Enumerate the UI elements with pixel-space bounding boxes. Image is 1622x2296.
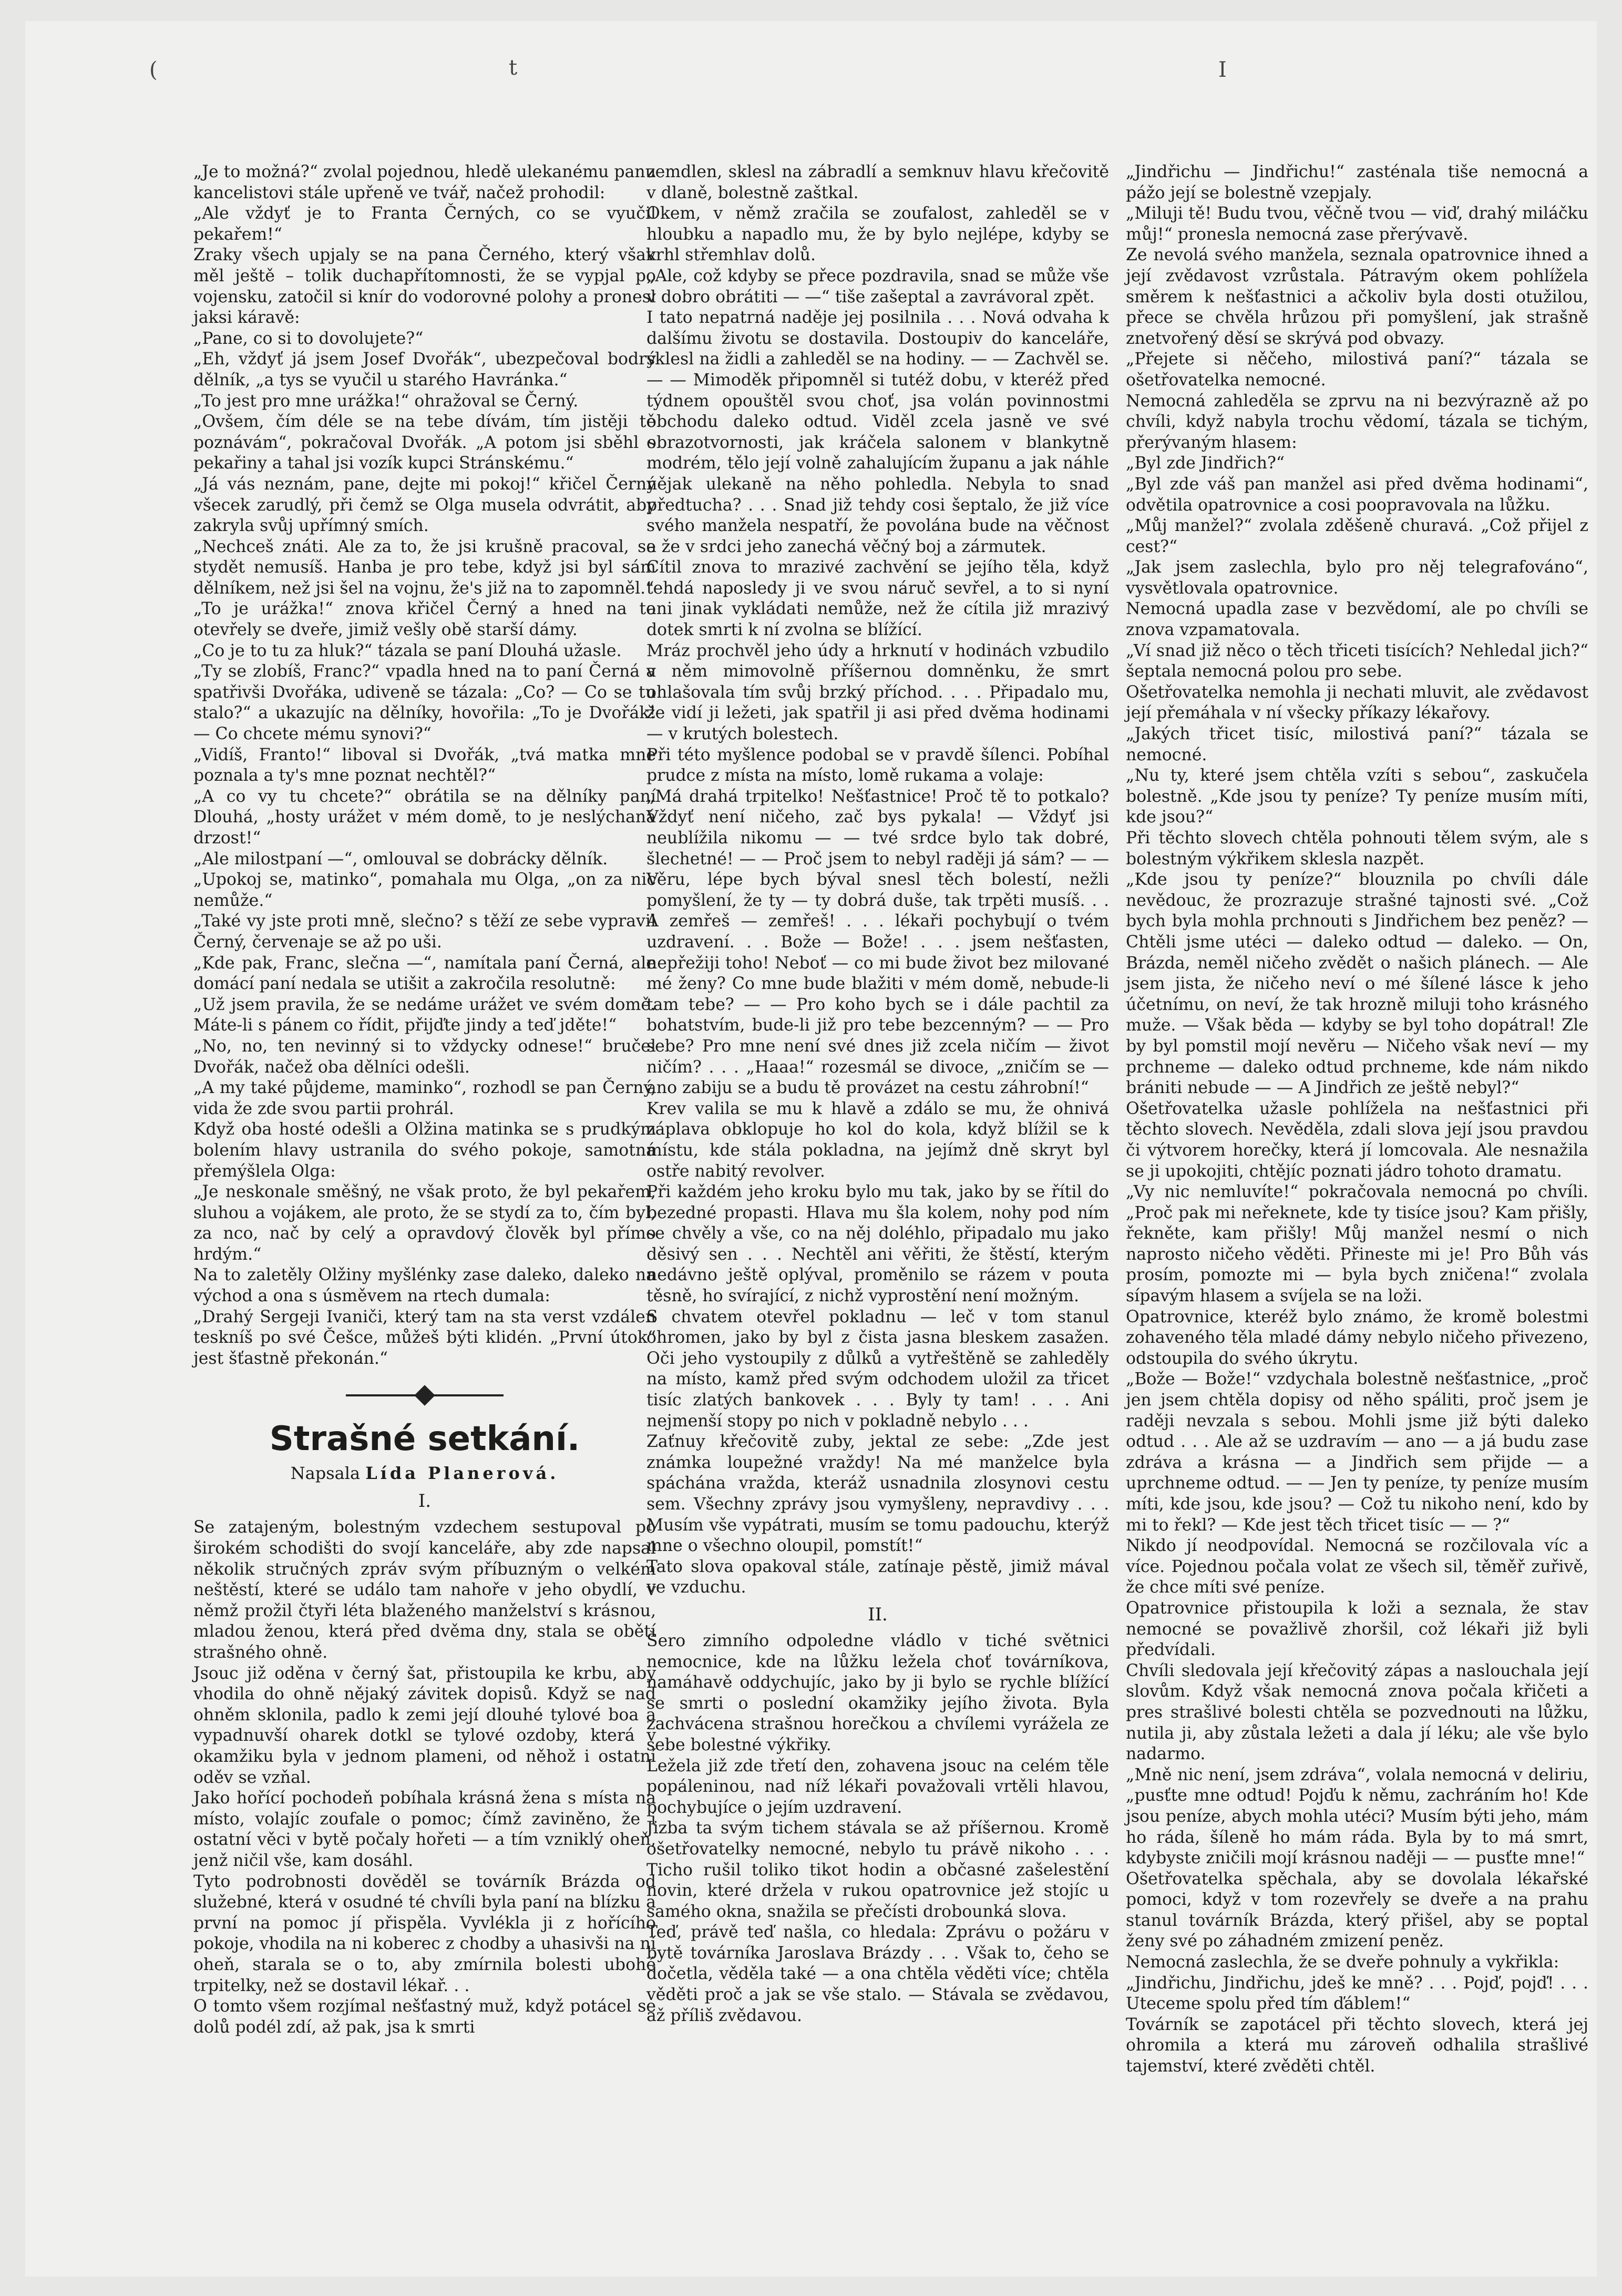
paragraph: „Drahý Sergeji Ivaniči, který tam na sta verst vzdálen teskníš po své Češce, můžeš býti klidén. „První útok“ jest šťastně překonán.“ — [193, 1307, 656, 1368]
paragraph: Nemocná zahleděla se zprvu na ni bezvýrazně až po chvíli, když nabyla trochu vědomí, tázala se tichým, přerývaným hlasem: — [1126, 391, 1588, 452]
paragraph: „Ale, což kdyby se přece pozdravila, snad se může vše v dobro obrátiti — —“ tiše zašeptal a zavrávoral zpět. — [646, 266, 1109, 307]
paragraph: „Upokoj se, matinko“, pomahala mu Olga, „on za nic nemůže.“ — [193, 870, 656, 910]
paragraph: „To jest pro mne urážka!“ ohražoval se Černý. — [193, 391, 579, 411]
paragraph: Nemocná upadla zase v bezvědomí, ale po chvíli se znova vzpamatovala. — [1126, 599, 1588, 640]
story-byline — [193, 1462, 656, 1485]
paragraph: „Je neskonale směšný, ne však proto, že byl pekařem, sluhou a vojákem, ale proto, že se stydí za to, čím byl, za nco, nač by celý a opravdový člověk byl přímo hrdým.“ — [193, 1182, 656, 1264]
paragraph: „Vidíš, Franto!“ liboval si Dvořák, „tvá matka mne poznala a ty's mne poznat nechtěl?“ — [193, 745, 656, 785]
paragraph: „Kde pak, Franc, slečna —“, namítala paní Černá, ale domácí paní nedala se utišit a zakročila resolutně: — [193, 953, 656, 994]
paragraph: „Má drahá trpitelko! Nešťastnice! Proč tě to potkalo? Vždyť není ničeho, zač bys pykala! — Vždyť jsi neublížila nikomu — — tvé srdce bylo tak dobré, šlechetné! — — Proč jsem to nebyl raději já sám? — — Věru, lépe bych býval snesl těch bolestí, nežli pomyšlení, že ty — ty dobrá duše, tak trpěti musíš. . . A zemřeš — zemřeš! . . . lékaři pochybují o tvém uzdravení. . . Bože — Bože! . . . jsem nešťasten, nepřežiji toho! Neboť — co mi bude život bez milované mé ženy? Co mne bude blažiti v mém domě, nebude-li tam tebe? — — Pro koho bych se i dále pachtil za bohatstvím, bude-li již pro tebe bezcenným? — — Pro sebe? Pro mne není své dnes již zcela ničím — život ničím? . . . „Haaa!“ rozesmál se divoce, „zničím se — ano zabiju se a budu tě provázet na cestu záhrobní!“ — [646, 787, 1109, 1098]
paragraph: Jsouc již oděna v černý šat, přistoupila ke krbu, aby vhodila do ohně nějaký závitek dopisů. Když se nad ohněm sklonila, padlo k zemi její dlouhé tylové boa a vypadnuvší oharek dotkl se tylové ozdoby, která v okamžiku byla v jednom plameni, od něhož i ostatní oděv se vzňal. — [193, 1664, 656, 1787]
paragraph: Nikdo jí neodpovídal. Nemocná se rozčilovala víc a více. Pojednou počala volat ze všech sil, těměř zuřivě, že chce míti své peníze. — [1126, 1536, 1588, 1597]
paragraph: Tato slova opakoval stále, zatínaje pěstě, jimiž mával ve vzduchu. — [646, 1557, 1109, 1597]
paragraph: „Kde jsou ty peníze?“ blouznila po chvíli dále nevědouc, že prozrazuje strašné tajnosti své. „Což bych byla mohla prchnouti s Jindřichem bez peněz? — Chtěli jsme utéci — daleko odtud — daleko. — On, Brázda, neměl ničeho zvědět o našich plánech. — Ale jsem jista, že ničeho neví o mé šílené lásce k jeho účetnímu, on neví, že tak hrozně miluji toho krásného muže. — Však běda — kdyby se byl toho dopátral! Zle by byl pomstil mojí nevěru — Ničeho však neví — my prchneme — daleko odtud prchneme, kde nám nikdo brániti nebude — — A Jindřich ze ještě nebyl?“ — [1126, 870, 1588, 1098]
paragraph: „Ale vždyť je to Franta Černých, co se vyučil pekařem!“ — [193, 204, 656, 244]
paragraph: „Jindřichu — Jindřichu!“ zasténala tiše nemocná a pážo její se bolestně vzepjaly. — [1126, 162, 1588, 202]
paragraph: „Ale milostpaní —“, omlouval se dobrácky dělník. — [193, 849, 608, 869]
paragraph: „Vy nic nemluvíte!“ pokračovala nemocná po chvíli. „Proč pak mi neřeknete, kde ty tisíce jsou? Kam přišly, řekněte, kam přišly! Můj manžel nesmí o nich naprosto ničeho věděti. Přineste mi je! Pro Bůh vás prosím, pomozte mi — byla bych zničena!“ zvolala sípavým hlasem a svíjela se na loži. — [1126, 1182, 1588, 1306]
paragraph: O tomto všem rozjímal nešťastný muž, když potácel se dolů podél zdí, až pak, jsa k smrti — [193, 1997, 656, 2037]
paragraph: zemdlen, sklesl na zábradlí a semknuv hlavu křečovitě v dlaně, bolestně zaštkal. — [646, 162, 1109, 202]
paragraph: „To je urážka!“ znova křičel Černý a hned na to otevřely se dveře, jimiž vešly obě starší dámy. — [193, 599, 656, 640]
paragraph: „Jindřichu, Jindřichu, jdeš ke mně? . . . Pojď, pojď! . . . Uteceme spolu před tím ďáblem!“ — [1126, 1973, 1588, 2014]
paragraph: „Bože — Bože!“ vzdychala bolestně nešťastnice, „proč jen jsem chtěla dopisy od něho spáliti, proč jsem je raději nevzala s sebou. Mohli jsme již býti daleko odtud . . . Ale až se uzdravím — ano — a já budu zase zdráva a krásna — a Jindřich sem přijde — a uprchneme odtud. — — Jen ty peníze, ty peníze musím míti, kde jsou, kde jsou? — Což tu nikoho není, kdo by mi to řekl? — Kde jest těch třicet tisíc — — ?“ — [1126, 1370, 1588, 1535]
page-mark-right: I — [1218, 58, 1227, 82]
chapter-2-continuation — [1126, 162, 1588, 2077]
paragraph: „Už jsem pravila, že se nedáme urážet ve svém domě. Máte-li s pánem co řídit, přijďte jindy a teď jděte!“ — [193, 995, 656, 1035]
paragraph: Okem, v němž zračila se zoufalost, zahleděl se v hloubku a napadlo mu, že by bylo nejlépe, kdyby se vrhl střemhlav dolů. — [646, 204, 1109, 265]
paragraph: Šero zimního odpoledne vládlo v tiché světnici nemocnice, kde na lůžku ležela choť továrníkova, namáhavě oddychujíc, jako by ji bylo se rychle blížící se smrti o poslední okamžiky jejího života. Byla zachvácena strašnou horečkou a chvílemi vyrážela ze sebe bolestné výkřiky. — [646, 1631, 1109, 1754]
page-mark-center: t — [509, 56, 518, 80]
paragraph: „No, no, ten nevinný si to vždycky odnese!“ bručel Dvořák, načež oba dělníci odešli. — [193, 1036, 656, 1077]
paragraph: „Mně nic není, jsem zdráva“, volala nemocná v deliriu, „pusťte mne odtud! Pojďu k němu, zachráním ho! Kde jsou peníze, abych mohla utéci? Musím býti jeho, mám ho ráda, šíleně ho mám ráda. Byla by to má smrt, kdybyste zničili mojí krásnou naději — — pusťte mne!“ — [1126, 1765, 1588, 1868]
paragraph: Zaťnuy křečovitě zuby, jektal ze sebe: „Zde jest známka loupežné vraždy! Na mé manželce byla spáchána vražda, kteráž usnadnila zlosynovi cestu sem. Všechny zprávy jsou vymyšleny, nepravdivy . . . Musím vše vypátrati, musím se tomu padouchu, kterýž mne o všechno oloupil, pomstít!“ — [646, 1432, 1109, 1556]
story-title: Strašné setkání. — [269, 1420, 580, 1459]
paragraph: I tato nepatrná naděje jej posilnila . . . Nová odvaha k dalšímu životu se dostavila. Dostoupiv do kanceláře, sklesl na židli a zahleděl se na hodiny. — — Zachvěl se. — — Mimoděk připomněl si tutéž dobu, v kteréž před týdnem opouštěl svou choť, jsa volán povinnostmi obchodu daleko odtud. Viděl zcela jasně ve své obrazotvornosti, jak kráčela salonem v blankytně modrém, tělo její volně zahalujícím županu a jak náhle nějak ulekaně na něho pohledla. Nebyla to snad předtucha? . . . Snad již tehdy cosi šeptalo, že již více svého manžela nespatří, že povolána bude na věčnost a že v srdci jeho zanechá věčný boj a zármutek. — [646, 308, 1109, 556]
paragraph: „Pane, co si to dovolujete?“ — [193, 329, 424, 348]
chapter-1-continuation — [646, 162, 1109, 1598]
story-divider-ornament — [193, 1369, 656, 1416]
paragraph: Ošetřovatelka spěchala, aby se dovolala lékařské pomoci, když v tom rozevřely se dveře a na prahu stanul továrník Brázda, který přišel, aby se poptal ženy své po záhadném zmizení peněz. — [1126, 1869, 1588, 1951]
paragraph: Zraky všech upjaly se na pana Černého, který však měl ještě – tolik duchapřítomnosti, že se vypjal po vojensku, zatočil si knír do vodorovné polohy a pronesl jaksi káravě: — [193, 246, 656, 328]
paragraph: Krev valila se mu k hlavě a zdálo se mu, že ohnivá záplava obklopuje ho kol do kola, když blížil se k místu, kde stála pokladna, na jejímž dně skryt byl ostře nabitý revolver. — [646, 1099, 1109, 1181]
paragraph: Chvíli sledovala její křečovitý zápas a naslouchala její slovům. Když však nemocná znova počala křičeti a pres strašlivé bolesti chtěla se pozvednouti na lůžku, nutila ji, aby zůstala ležeti a dala jí léku; ale vše bylo nadarmo. — [1126, 1661, 1588, 1764]
paragraph: „Jakých třicet tisíc, milostivá paní?“ tázala se nemocné. — [1126, 724, 1588, 764]
byline-author: Lída Planerová. — [365, 1463, 559, 1484]
story-chapter-2-text — [646, 1631, 1109, 2026]
paragraph: Při každém jeho kroku bylo mu tak, jako by se řítil do bezedné propasti. Hlava mu šla kolem, nohy pod ním se chvěly a vše, co na něj doléhlo, připadalo mu jako děsivý sen . . . Nechtěl ani věřiti, že štěstí, kterým nedávno ještě oplýval, proměnilo se rázem v pouta těsně, ho svírající, z nichž vyprostění není možným. — [646, 1182, 1109, 1306]
paragraph: Teď, právě teď našla, co hledala: Zprávu o požáru v bytě továrníka Jaroslava Brázdy . . . Však to, čeho se dočetla, věděla také — a ona chtěla věděti více; chtěla věděti proč a jak se vše stalo. — Stávala se zvědavou, až příliš zvědavou. — [646, 1923, 1109, 2025]
paragraph: Jizba ta svým tichem stávala se až příšernou. Kromě ošetřovatelky nemocné, nebylo tu právě nikoho . . . Ticho rušil toliko tikot hodin a občasné zašelestění novin, které držela v rukou opatrovnice jež stojíc u samého okna, snažila se přečísti drobounká slova. — [646, 1819, 1109, 1921]
story-chapter-1-text — [193, 1517, 656, 2038]
paragraph: Opatrovnice přistoupila k loži a seznala, že stav nemocné se považlivě zhoršil, což lékaři již byli předvídali. — [1126, 1598, 1588, 1660]
paragraph: „Eh, vždyť já jsem Josef Dvořák“, ubezpečoval bodrý dělník, „a tys se vyučil u starého Havránka.“ — [193, 350, 656, 390]
paragraph: „Nechceš znáti. Ale za to, že jsi krušně pracoval, se stydět nemusíš. Hanba je pro tebe, když jsi byl sám dělníkem, než jsi šel na vojnu, že's již na to zapomněl.“ — [193, 537, 656, 598]
paragraph: Ze nevolá svého manžela, seznala opatrovnice ihned a její zvědavost vzrůstala. Pátravým okem pohlížela směrem k nešťastnici a ačkoliv byla dosti otužilou, přece se chvěla hrůzou při pomyšlení, jak strašně znetvořený děsí se skrývá pod obvazy. — [1126, 246, 1588, 348]
paragraph: „Je to možná?“ zvolal pojednou, hledě ulekanému panu kancelistovi stále upřeně ve tvář, načež prohodil: — [193, 162, 656, 202]
paragraph: Když oba hosté odešli a Olžina matinka se s prudkým bolením hlavy ustranila do svého pokoje, samotná přemýšlela Olga: — [193, 1120, 656, 1181]
paragraph: „Nu ty, které jsem chtěla vzíti s sebou“, zaskučela bolestně. „Kde jsou ty peníze? Ty peníze musím míti, kde jsou?“ — [1126, 766, 1588, 827]
paragraph: „Také vy jste proti mně, slečno? s těží ze sebe vypravil Černý, červenaje se až po uši. — [193, 912, 656, 952]
chapter-heading-1: I. — [418, 1491, 432, 1512]
chapter-heading-2: II. — [868, 1604, 888, 1625]
paragraph: Se zatajeným, bolestným vzdechem sestupoval po širokém schodišti do svojí kanceláře, aby zde napsal několik stručných zpráv svým příbuzným o velkém neštěstí, které se událo tam nahoře v jeho obydlí, v němž prožil čtyři léta blaženého manželství s krásnou, mladou ženou, která před dvěma dny, stala se obětí strašného ohně. — [193, 1518, 656, 1662]
paragraph: Ležela již zde třetí den, zohavena jsouc na celém těle popáleninou, nad níž lékaři považovali vrtěli hlavou, pochybujíce o jejím uzdravení. — [646, 1756, 1109, 1817]
paragraph: „Byl zde váš pan manžel asi před dvěma hodinami“, odvětila opatrovnice a cosi poopravovala na lůžku. — [1126, 474, 1588, 515]
column-1 — [193, 162, 656, 2038]
paragraph: „Já vás neznám, pane, dejte mi pokoj!“ křičel Černý všecek zarudlý, při čemž se Olga musela odvrátit, aby zakryla svůj upřímný smích. — [193, 474, 656, 536]
paragraph: Opatrovnice, kteréž bylo známo, že kromě bolestmi zohaveného těla mladé dámy nebylo ničeho přivezeno, odstoupila do svého úkrytu. — [1126, 1307, 1588, 1368]
paragraph: „Přejete si něčeho, milostivá paní?“ tázala se ošetřovatelka nemocné. — [1126, 350, 1588, 390]
paragraph: „Ty se zlobíš, Franc?“ vpadla hned na to paní Černá a spatřivši Dvořáka, udiveně se tázala: „Co? — Co se tu stalo?“ a ukazujíc na dělníky, hovořila: „To je Dvořák! — Co chcete mému synovi?“ — [193, 662, 656, 744]
paragraph: Jako hořící pochodeň pobíhala krásná žena s místa na místo, volajíc zoufale o pomoc; čímž zaviněno, že i ostatní věci v bytě počaly hořeti — a tím vzniklý oheň, jenž ničil vše, kam dosáhl. — [193, 1789, 656, 1870]
paragraph: S chvatem otevřel pokladnu — leč v tom stanul ohromen, jako by byl z čista jasna bleskem zasažen. Oči jeho vystoupily z důlků a vytřeštěně se zahleděly na místo, kamž před svým odchodem uložil za třicet tisíc zlatých bankovek . . . Byly ty tam! . . . Ani nejmenší stopy po nich v pokladně nebylo . . . — [646, 1307, 1109, 1431]
byline-prefix: Napsala — [290, 1463, 361, 1484]
paragraph: Na to zaletěly Olžiny myšlénky zase daleko, daleko na východ a ona s úsměvem na rtech dumala: — [193, 1266, 656, 1306]
column-3 — [1126, 162, 1588, 2077]
paragraph: Ošetřovatelka nemohla ji nechati mluvit, ale zvědavost její přemáhala v ní všecky příkazy lékařovy. — [1126, 682, 1588, 723]
paragraph: „A co vy tu chcete?“ obrátila se na dělníky paní Dlouhá, „hosty urážet v mém domě, to je neslýchaná drzost!“ — [193, 787, 656, 848]
paragraph: Továrník se zapotácel při těchto slovech, která jej ohromila a která mu zároveň odhalila strašlivé tajemství, které zvěděti chtěl. — [1126, 2015, 1588, 2076]
paragraph: „A my také půjdeme, maminko“, rozhodl se pan Černý, vida že zde svou partii prohrál. — [193, 1078, 656, 1118]
paragraph: „Byl zde Jindřich?“ — [1126, 454, 1285, 473]
paragraph: „Můj manžel?“ zvolala zděšeně churavá. „Což přijel z cest?“ — [1126, 516, 1588, 556]
paragraph: „Ví snad již něco o těch třiceti tisících? Nehledal jich?“ šeptala nemocná polou pro sebe. — [1126, 641, 1588, 681]
paragraph: „Co je to tu za hluk?“ tázala se paní Dlouhá užasle. — [193, 641, 622, 660]
paragraph: Mráz prochvěl jeho údy a hrknutí v hodinách vzbudilo v něm mimovolně příšernou domněnku, že smrt ohlašovala tím svůj brzký příchod. . . . Připadalo mu, že vidí ji ležeti, jak spatřil ji asi před dvěma hodinami — v krutých bolestech. — [646, 641, 1109, 744]
paragraph: „Ovšem, čím déle se na tebe dívám, tím jistěji tě poznávám“, pokračoval Dvořák. „A potom jsi sběhl s pekařiny a tahal jsi vozík kupci Stránskému.“ — [193, 412, 656, 473]
newspaper-page — [25, 21, 1597, 2277]
paragraph: Nemocná zaslechla, že se dveře pohnuly a vykřikla: — [1126, 1953, 1559, 1972]
paragraph: Při těchto slovech chtěla pohnouti tělem svým, ale s bolestným výkřikem sklesla nazpět. — [1126, 829, 1588, 869]
paragraph: „Jak jsem zaslechla, bylo pro něj telegrafováno“, vysvětlovala opatrovnice. — [1126, 558, 1588, 598]
paragraph: Tyto podrobnosti dověděl se továrník Brázda od služebné, která v osudné té chvíli byla paní na blízku a první na pomoc jí přispěla. Vyvlékla ji z hořícího pokoje, vhodila na ni koberec z chodby a uhasivši na ní oheň, starala se o to, aby zmírnila bolesti ubohé trpitelky, než se dostavil lékař. . . — [193, 1872, 656, 1995]
column-2 — [646, 162, 1109, 2026]
paragraph: Ošetřovatelka užasle pohlížela na nešťastnici při těchto slovech. Nevěděla, zdali slova její jsou pravdou či výtvorem horečky, která jí lomcovala. Ale nesnažila se ji upokojiti, chtějíc poznati jádro tohoto dramatu. — [1126, 1099, 1588, 1181]
paragraph: „Miluji tě! Budu tvou, věčně tvou — viď, drahý miláčku můj!“ pronesla nemocná zase přerývavě. — [1126, 204, 1588, 244]
paragraph: Cítil znova to mrazivé zachvění se jejího těla, když tehdá naposledy ji ve svou náruč sevřel, a to si nyní ani jinak vykládati nemůže, než že cítila již mrazivý dotek smrti k ní zvolna se blížící. — [646, 558, 1109, 640]
story-continuation — [193, 162, 656, 1369]
paragraph: Při této myšlence podobal se v pravdě šílenci. Pobíhal prudce z místa na místo, lomě rukama a volaje: — [646, 745, 1109, 785]
page-mark-left: ( — [149, 58, 158, 82]
